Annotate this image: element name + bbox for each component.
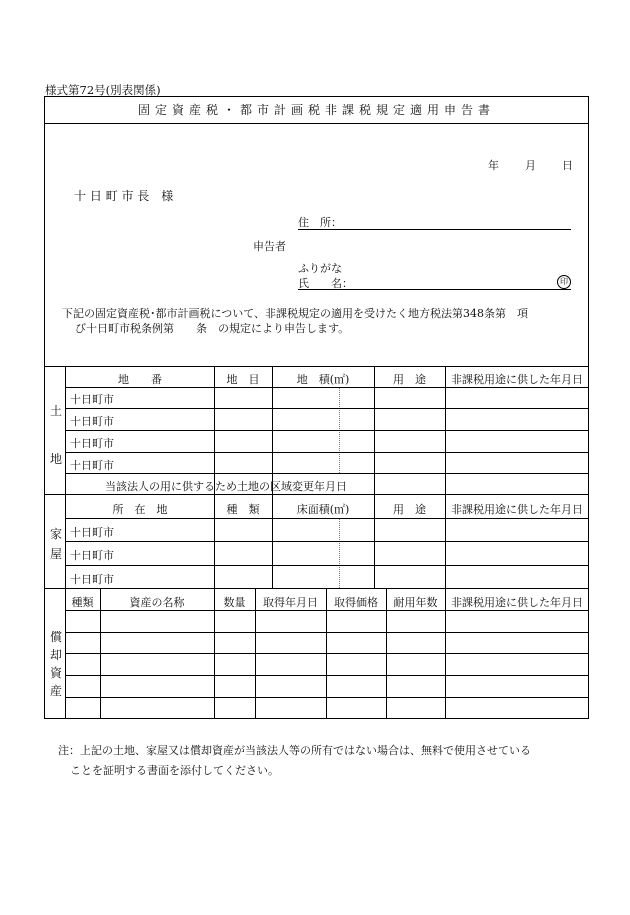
date-month-label: 月 (525, 159, 536, 172)
asset-row-line (65, 653, 589, 654)
land-header-lot-number: 地 番 (118, 373, 162, 386)
house-section-char-2: 屋 (49, 547, 62, 561)
asset-section-char-2: 却 (49, 648, 62, 662)
footnote-line-2: ことを証明する書面を添付してください。 (70, 764, 279, 777)
house-area-dotted-line (339, 518, 340, 588)
house-row-line (65, 565, 589, 566)
name-field[interactable] (298, 289, 571, 290)
asset-row-line (65, 610, 589, 611)
house-header-type: 種 類 (226, 503, 260, 516)
land-row-city: 十日町市 (70, 437, 114, 450)
asset-row-line (65, 632, 589, 633)
addressee: 十 日 町 市 長 様 (74, 189, 174, 203)
declarant-label: 申告者 (253, 240, 286, 253)
asset-header-date: 非課税用途に供した年月日 (451, 596, 583, 609)
furigana-label: ふりがな (298, 262, 342, 275)
address-field[interactable] (298, 229, 571, 230)
declaration-line-2: び十日町市税条例第 条 の規定により申告します。 (75, 322, 350, 335)
title-divider (44, 123, 589, 124)
house-header-date: 非課税用途に供した年月日 (451, 503, 583, 516)
house-section-divider (44, 588, 589, 589)
land-area-change-note: 当該法人の用に供するため土地の区域変更年月日 (105, 480, 347, 493)
seal-mark: 印 (557, 275, 571, 289)
land-row-line (65, 430, 589, 431)
date-day-label: 日 (562, 159, 573, 172)
footnote-line-1: 注：上記の土地、家屋又は償却資産が当該法人等の所有ではない場合は、無料で使用させている (58, 744, 531, 757)
land-row-line (65, 408, 589, 409)
asset-section-char-3: 資 (49, 666, 62, 680)
land-header-category: 地 目 (226, 373, 260, 386)
name-label: 氏 名： (298, 277, 353, 290)
asset-section-char-4: 産 (49, 684, 62, 698)
land-section-char-2: 地 (49, 452, 62, 466)
asset-row-line (65, 697, 589, 698)
land-header-date: 非課税用途に供した年月日 (451, 373, 583, 386)
declaration-line-1: 下記の固定資産税･都市計画税について、非課税規定の適用を受けたく地方税法第348条第 項 (62, 307, 529, 320)
asset-header-name: 資産の名称 (129, 596, 185, 609)
address-label: 住 所： (298, 216, 342, 229)
house-header-use: 用 途 (393, 503, 426, 516)
asset-header-useful-life: 耐用年数 (393, 596, 438, 609)
land-row-line (65, 452, 589, 453)
land-section-char-1: 土 (49, 404, 62, 418)
asset-header-acquired-date: 取得年月日 (263, 596, 318, 609)
land-header-area: 地 積(㎡) (296, 373, 350, 386)
land-row-city: 十日町市 (70, 393, 114, 406)
house-row-city: 十日町市 (70, 549, 114, 562)
house-row-line (65, 541, 589, 542)
form-title: 固定資産税・都市計画税非課税規定適用申告書 (137, 103, 495, 117)
asset-header-quantity: 数量 (223, 596, 246, 609)
asset-row-line (65, 675, 589, 676)
land-row-city: 十日町市 (70, 459, 114, 472)
house-header-floor-area: 床面積(㎡) (296, 503, 350, 516)
land-row-line (65, 387, 589, 388)
land-row-line (65, 473, 589, 474)
land-header-use: 用 途 (393, 373, 426, 386)
land-section-divider (44, 494, 589, 495)
asset-header-acquired-price: 取得価格 (334, 596, 378, 609)
date-year-label: 年 (488, 159, 499, 172)
house-row-city: 十日町市 (70, 573, 114, 586)
asset-section-char-1: 償 (49, 630, 62, 644)
asset-header-kind: 種類 (71, 596, 94, 609)
house-section-char-1: 家 (49, 527, 62, 541)
house-row-line (65, 518, 589, 519)
form-number: 様式第72号(別表関係) (45, 83, 161, 97)
land-row-city: 十日町市 (70, 415, 114, 428)
house-row-city: 十日町市 (70, 526, 114, 539)
house-header-location: 所 在 地 (112, 503, 168, 516)
header-divider (44, 366, 589, 367)
